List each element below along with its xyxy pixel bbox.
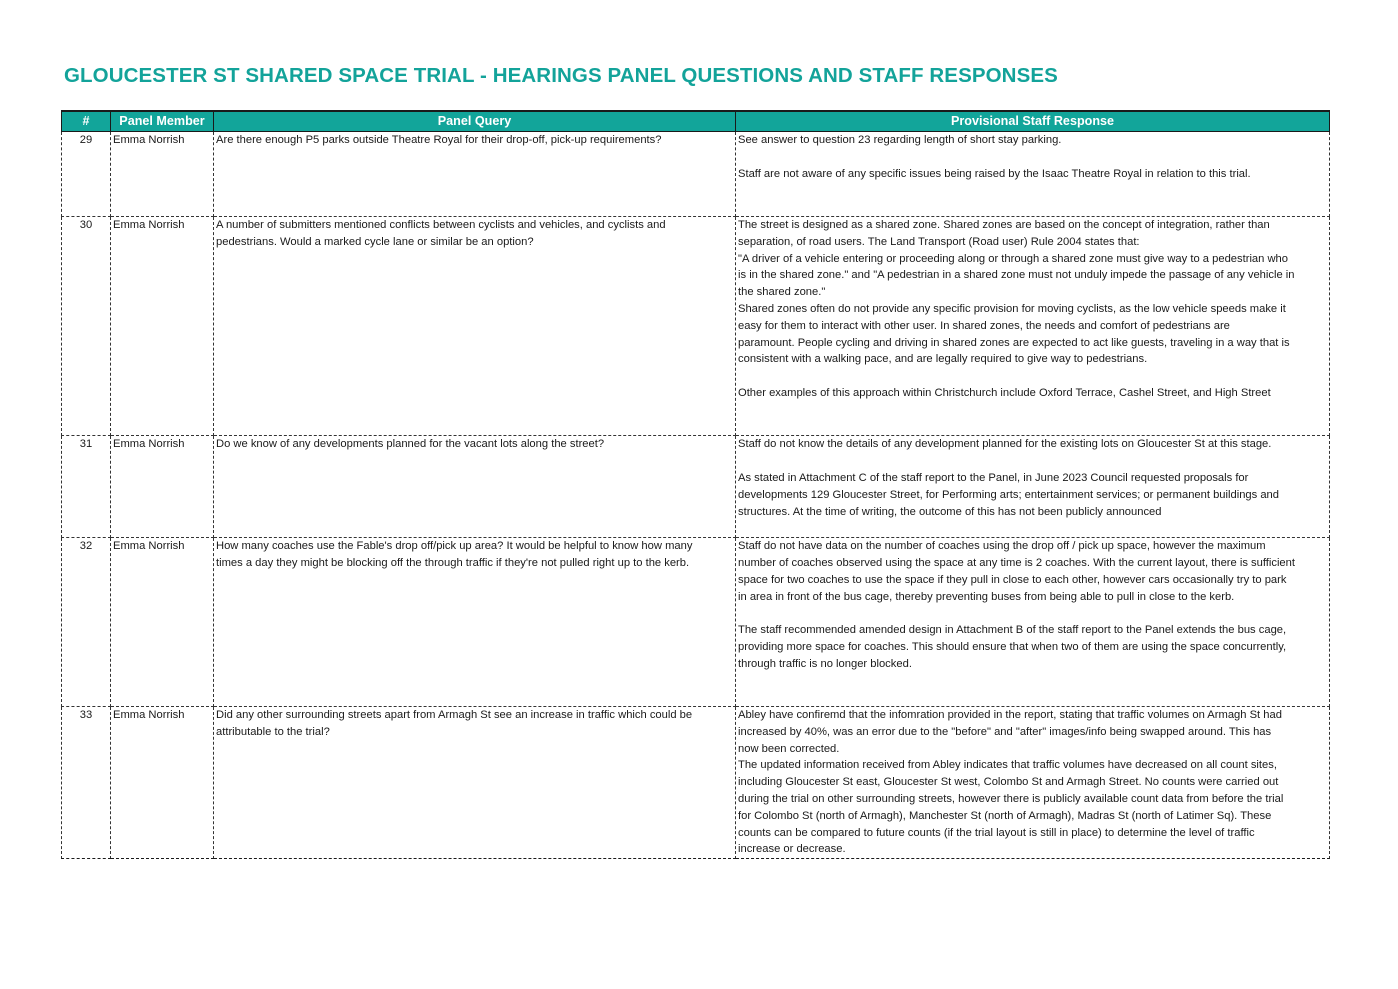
table-row — [62, 436, 1330, 538]
response-line: now been corrected. — [738, 742, 840, 755]
response-line: in area in front of the bus cage, thereby preventing buses from being able to pull in close to the kerb. — [738, 590, 1235, 603]
response-line: As stated in Attachment C of the staff report to the Panel, in June 2023 Council requested proposals for — [738, 471, 1249, 484]
header-panel-query: Panel Query — [214, 111, 736, 132]
row-number: 30 — [62, 216, 111, 435]
response-line: structures. At the time of writing, the outcome of this has not been publicly announced — [738, 505, 1162, 518]
response-line: providing more space for coaches. This should ensure that when two of them are using the space concurrently, — [738, 640, 1287, 653]
responses-table — [61, 110, 1330, 859]
row-staff-response — [736, 216, 1330, 435]
query-line: Do we know of any developments planned for the vacant lots along the street? — [216, 438, 605, 451]
response-line: The street is designed as a shared zone. Shared zones are based on the concept of integration, rather than — [738, 218, 1270, 231]
response-line — [738, 182, 1327, 199]
header-staff-response: Provisional Staff Response — [736, 111, 1330, 132]
response-line: paramount. People cycling and driving in shared zones are expected to act like guests, traveling in a way that is — [738, 336, 1290, 349]
response-line: Abley have confiremd that the infomration provided in the report, stating that traffic volumes on Armagh St had — [738, 709, 1282, 722]
row-number: 29 — [62, 132, 111, 217]
response-line: consistent with a walking pace, and are legally required to give way to pedestrians. — [738, 353, 1148, 366]
query-line: pedestrians. Would a marked cycle lane or similar be an option? — [216, 235, 534, 248]
row-panel-query — [214, 707, 736, 859]
query-line: times a day they might be blocking off the through traffic if they're not pulled right up to the kerb. — [216, 556, 690, 569]
response-line — [738, 402, 1327, 419]
table-row — [62, 538, 1330, 707]
header-panel-member: Panel Member — [111, 111, 214, 132]
query-line: A number of submitters mentioned conflicts between cyclists and vehicles, and cyclists and — [216, 218, 666, 231]
row-panel-query — [214, 436, 736, 538]
row-staff-response — [736, 707, 1330, 859]
response-line: is in the shared zone." and "A pedestrian in a shared zone must not unduly impede the passage of any vehicle in — [738, 269, 1295, 282]
response-line: increased by 40%, was an error due to the "before" and "after" images/info being swapped around. This has — [738, 725, 1272, 738]
response-line: Staff are not aware of any specific issues being raised by the Isaac Theatre Royal in relation to this trial. — [738, 167, 1251, 180]
response-line: increase or decrease. — [738, 843, 846, 856]
response-line — [738, 689, 1327, 706]
query-line: attributable to the trial? — [216, 725, 330, 738]
query-line: Are there enough P5 parks outside Theatre Royal for their drop-off, pick-up requirements? — [216, 134, 662, 146]
response-line: during the trial on other surrounding streets, however there is publicly available count data from before the trial — [738, 793, 1284, 806]
response-line — [738, 368, 1327, 385]
response-line: The updated information received from Abley indicates that traffic volumes have decreased on all count sites, — [738, 759, 1277, 772]
response-line — [738, 419, 1327, 436]
response-line: "A driver of a vehicle entering or proceeding along or through a shared zone must give way to a pedestrian who — [738, 252, 1289, 265]
table-row — [62, 707, 1330, 859]
query-line: How many coaches use the Fable's drop off/pick up area? It would be helpful to know how many — [216, 540, 693, 553]
response-line: developments 129 Gloucester Street, for Performing arts; entertainment services; or permanent buildings and — [738, 488, 1280, 501]
response-line: through traffic is no longer blocked. — [738, 657, 912, 670]
response-line: counts can be compared to future counts (if the trial layout is still in place) to determine the level of traffic — [738, 826, 1255, 839]
response-line — [738, 199, 1327, 216]
response-line — [738, 605, 1327, 622]
query-line: Did any other surrounding streets apart from Armagh St see an increase in traffic which could be — [216, 709, 693, 722]
row-panel-member: Emma Norrish — [111, 216, 214, 435]
row-number: 31 — [62, 436, 111, 538]
row-panel-member: Emma Norrish — [111, 707, 214, 859]
header-number: # — [62, 111, 111, 132]
response-line: for Colombo St (north of Armagh), Manchester St (north of Armagh), Madras St (north of Latimer Sq). These — [738, 809, 1272, 822]
table-row — [62, 216, 1330, 435]
response-line — [738, 149, 1327, 166]
row-number: 33 — [62, 707, 111, 859]
response-line: the shared zone." — [738, 286, 826, 299]
row-panel-query — [214, 132, 736, 217]
response-line: separation, of road users. The Land Transport (Road user) Rule 2004 states that: — [738, 235, 1140, 248]
row-staff-response — [736, 436, 1330, 538]
response-line: number of coaches observed using the space at any time is 2 coaches. With the current layout, there is sufficient — [738, 556, 1295, 569]
response-line — [738, 673, 1327, 690]
response-line: including Gloucester St east, Gloucester St west, Colombo St and Armagh Street. No counts were carried out — [738, 776, 1279, 789]
row-number: 32 — [62, 538, 111, 707]
response-line — [738, 453, 1327, 470]
row-panel-query — [214, 216, 736, 435]
row-staff-response — [736, 538, 1330, 707]
response-line: See answer to question 23 regarding length of short stay parking. — [738, 134, 1062, 146]
page-title: GLOUCESTER ST SHARED SPACE TRIAL - HEARINGS PANEL QUESTIONS AND STAFF RESPONSES — [64, 64, 1058, 87]
table-row — [62, 132, 1330, 217]
response-line: easy for them to interact with other user. In shared zones, the needs and comfort of pedestrians are — [738, 319, 1230, 332]
response-line: Staff do not know the details of any development planned for the existing lots on Gloucester St at this stage. — [738, 438, 1272, 451]
response-line: Shared zones often do not provide any specific provision for moving cyclists, as the low vehicle speeds make it — [738, 302, 1286, 315]
response-line: The staff recommended amended design in Attachment B of the staff report to the Panel extends the bus cage, — [738, 624, 1287, 637]
response-line: Staff do not have data on the number of coaches using the drop off / pick up space, however the maximum — [738, 540, 1266, 553]
response-line — [738, 520, 1327, 537]
row-panel-member: Emma Norrish — [111, 132, 214, 217]
row-panel-member: Emma Norrish — [111, 538, 214, 707]
table-header-row — [62, 111, 1330, 132]
row-panel-query — [214, 538, 736, 707]
response-line: space for two coaches to use the space if they pull in close to each other, however cars occasionally try to park — [738, 573, 1287, 586]
response-line: Other examples of this approach within Christchurch include Oxford Terrace, Cashel Street, and High Street — [738, 386, 1271, 399]
row-staff-response — [736, 132, 1330, 217]
row-panel-member: Emma Norrish — [111, 436, 214, 538]
